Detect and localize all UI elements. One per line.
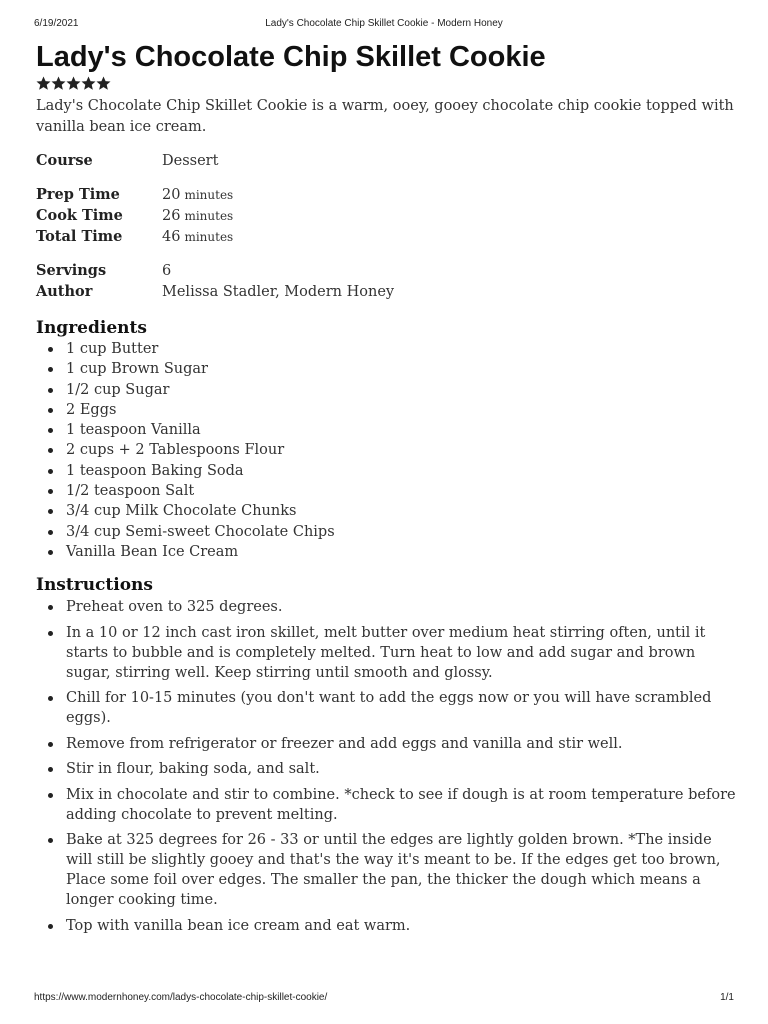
ingredients-heading: Ingredients [36,318,147,338]
course-label: Course [36,152,93,169]
instruction-step: Remove from refrigerator or freezer and add eggs and vanilla and stir well. [36,734,736,754]
meta-author [36,283,736,304]
recipe-title: Lady's Chocolate Chip Skillet Cookie [36,41,546,73]
meta-servings-group [36,262,736,304]
ingredients-list [36,339,736,562]
instructions-section [36,574,736,936]
ingredient-item: 1/2 cup Sugar [36,380,736,400]
recipe-summary: Lady's Chocolate Chip Skillet Cookie is a warm, ooey, gooey chocolate chip cookie topped with vanilla bean ice cream. [36,98,734,135]
page-number: 1/1 [720,992,734,1003]
instruction-step: Top with vanilla bean ice cream and eat warm. [36,916,736,936]
meta-cook-time [36,207,736,228]
star-icon [36,76,51,91]
prep-time-label: Prep Time [36,186,120,203]
author-value: Melissa Stadler, Modern Honey [162,284,395,300]
ingredient-item: 1 teaspoon Baking Soda [36,461,736,481]
print-page-title: Lady's Chocolate Chip Skillet Cookie - Modern Honey [265,18,503,29]
star-icon [66,76,81,91]
ingredient-item: 1/2 teaspoon Salt [36,481,736,501]
instruction-step: In a 10 or 12 inch cast iron skillet, melt butter over medium heat stirring often, until it starts to bubble and is completely melted. Turn heat to low and add sugar and brown sugar, stirring well. Keep stirring until smooth and glossy. [36,623,736,683]
prep-time-unit: minutes [184,188,234,202]
ingredient-item: 1 cup Brown Sugar [36,359,736,379]
instructions-heading: Instructions [36,575,153,596]
print-url: https://www.modernhoney.com/ladys-chocolate-chip-skillet-cookie/ [34,992,328,1003]
servings-label: Servings [36,262,107,279]
star-icon [96,76,111,91]
total-time-unit: minutes [184,230,234,244]
ingredient-item: 2 cups + 2 Tablespoons Flour [36,440,736,460]
ingredient-item: 3/4 cup Semi-sweet Chocolate Chips [36,522,736,542]
total-time-value: 46 [162,229,181,245]
instruction-step: Chill for 10-15 minutes (you don't want to add the eggs now or you will have scrambled eggs). [36,688,736,728]
cook-time-unit: minutes [184,209,234,223]
instructions-list [36,597,736,936]
instruction-step: Stir in flour, baking soda, and salt. [36,759,736,779]
cook-time-label: Cook Time [36,207,123,224]
ingredient-item: 1 teaspoon Vanilla [36,420,736,440]
prep-time-value: 20 [162,187,181,203]
recipe-meta [36,152,736,304]
servings-value: 6 [162,263,172,279]
cook-time-value: 26 [162,208,181,224]
course-value: Dessert [162,153,219,169]
ingredients-section [36,317,736,562]
star-icon [51,76,66,91]
recipe-card [36,40,736,941]
ingredient-item: Vanilla Bean Ice Cream [36,542,736,562]
ingredient-item: 1 cup Butter [36,339,736,359]
print-date: 6/19/2021 [34,18,79,29]
meta-course-group [36,152,736,173]
total-time-label: Total Time [36,228,123,245]
instruction-step: Preheat oven to 325 degrees. [36,597,736,617]
print-header [0,0,768,29]
meta-times-group [36,186,736,249]
meta-prep-time [36,186,736,207]
rating-stars [36,76,736,94]
ingredient-item: 3/4 cup Milk Chocolate Chunks [36,501,736,521]
meta-servings [36,262,736,283]
meta-course [36,152,736,173]
ingredient-item: 2 Eggs [36,400,736,420]
author-label: Author [36,283,93,300]
instruction-step: Mix in chocolate and stir to combine. *check to see if dough is at room temperature before adding chocolate to prevent melting. [36,785,736,825]
meta-total-time [36,228,736,249]
instruction-step: Bake at 325 degrees for 26 - 33 or until the edges are lightly golden brown. *The inside will still be slightly gooey and that's the way it's meant to be. If the edges get too brown, Place some foil over edges. The smaller the pan, the thicker the dough which means a longer cooking time. [36,830,736,910]
star-icon [81,76,96,91]
